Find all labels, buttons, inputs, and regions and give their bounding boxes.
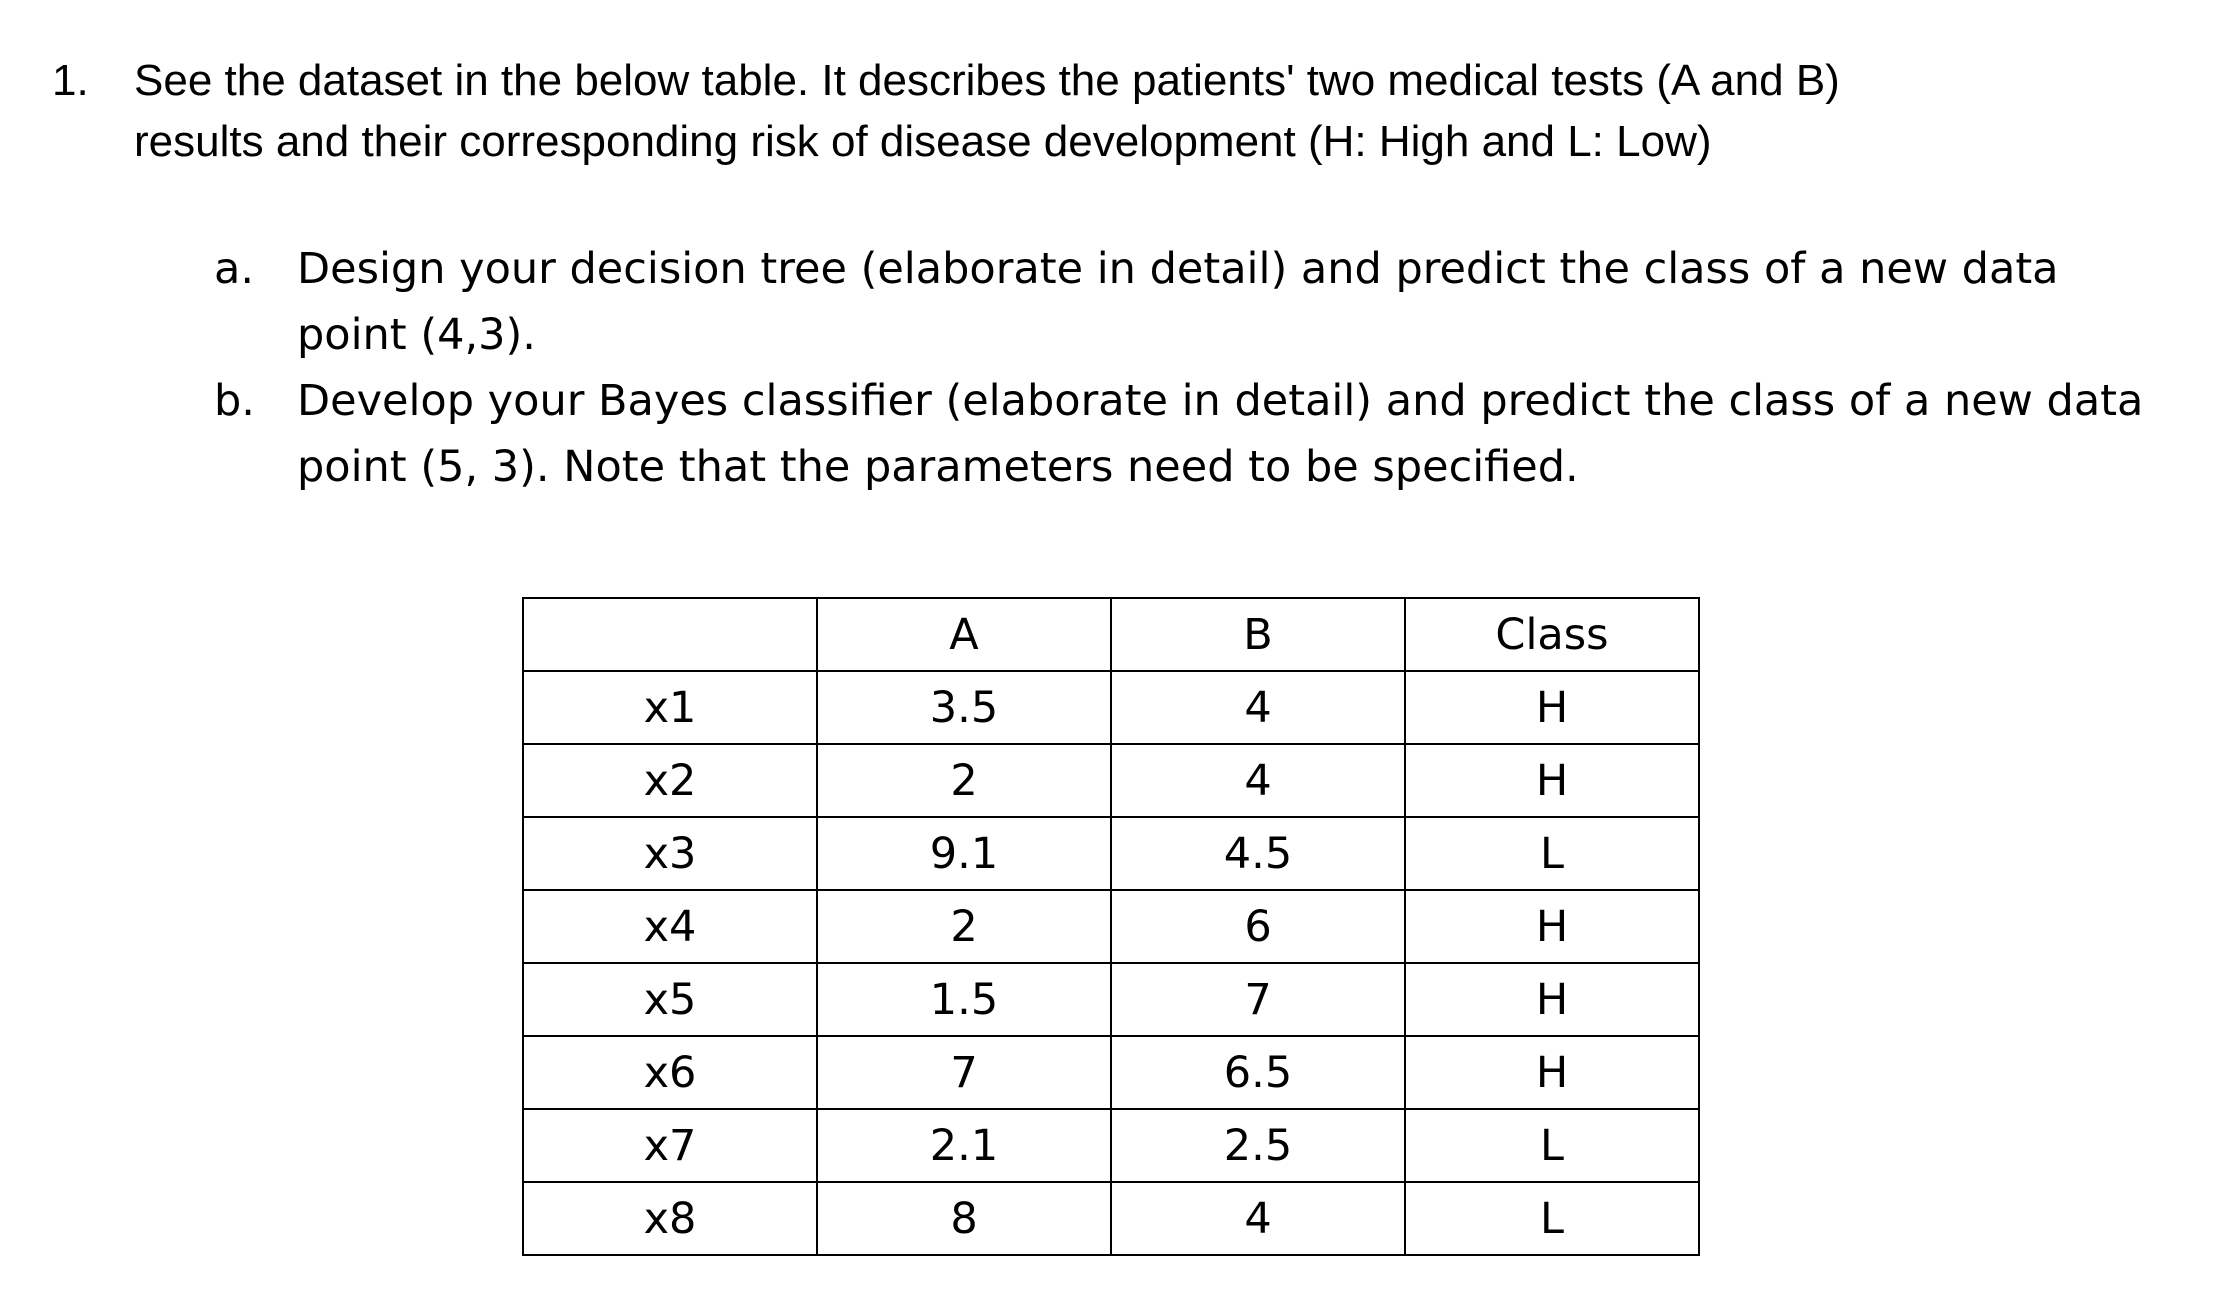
table-row <box>523 1109 1699 1182</box>
dataset-table <box>522 597 1700 1256</box>
sub-question-b-line-2: point (5, 3). Note that the parameters need to be specified. <box>297 442 1579 492</box>
table-row <box>523 963 1699 1036</box>
class-cell: H <box>1405 890 1699 963</box>
test-a-cell: 3.5 <box>817 671 1111 744</box>
question-line-1: See the dataset in the below table. It describes the patients' two medical tests (A and B) <box>134 56 1840 105</box>
sub-question-a-line-2: point (4,3). <box>297 310 536 360</box>
class-cell: H <box>1405 671 1699 744</box>
table-row <box>523 1036 1699 1109</box>
test-b-cell: 4.5 <box>1111 817 1405 890</box>
sub-question-b-letter: b. <box>214 376 255 426</box>
row-label-cell: x7 <box>523 1109 817 1182</box>
class-cell: L <box>1405 817 1699 890</box>
test-a-cell: 9.1 <box>817 817 1111 890</box>
test-b-cell: 4 <box>1111 744 1405 817</box>
table-row <box>523 1182 1699 1255</box>
test-a-cell: 2 <box>817 890 1111 963</box>
table-row <box>523 817 1699 890</box>
test-b-cell: 6.5 <box>1111 1036 1405 1109</box>
test-b-cell: 4 <box>1111 1182 1405 1255</box>
table-row <box>523 744 1699 817</box>
row-label-cell: x2 <box>523 744 817 817</box>
test-b-cell: 6 <box>1111 890 1405 963</box>
test-a-cell: 2.1 <box>817 1109 1111 1182</box>
table-row <box>523 890 1699 963</box>
table-row <box>523 671 1699 744</box>
test-b-cell: 4 <box>1111 671 1405 744</box>
question-line-2: results and their corresponding risk of disease development (H: High and L: Low) <box>134 117 1712 166</box>
sub-question-a-letter: a. <box>214 244 255 294</box>
row-label-cell: x3 <box>523 817 817 890</box>
question-number: 1. <box>52 56 89 105</box>
class-cell: H <box>1405 744 1699 817</box>
sub-question-b <box>214 368 2204 500</box>
sub-questions <box>214 236 2204 500</box>
test-b-cell: 2.5 <box>1111 1109 1405 1182</box>
class-cell: H <box>1405 1036 1699 1109</box>
question-text <box>134 50 2172 172</box>
test-a-cell: 8 <box>817 1182 1111 1255</box>
class-cell: L <box>1405 1109 1699 1182</box>
test-b-cell: 7 <box>1111 963 1405 1036</box>
header-cell-blank <box>523 598 817 671</box>
header-cell-a: A <box>817 598 1111 671</box>
table-header-row <box>523 598 1699 671</box>
header-cell-b: B <box>1111 598 1405 671</box>
row-label-cell: x5 <box>523 963 817 1036</box>
test-a-cell: 7 <box>817 1036 1111 1109</box>
row-label-cell: x8 <box>523 1182 817 1255</box>
test-a-cell: 1.5 <box>817 963 1111 1036</box>
sub-question-b-line-1: Develop your Bayes classifier (elaborate in detail) and predict the class of a new data <box>297 376 2144 426</box>
sub-question-a-line-1: Design your decision tree (elaborate in detail) and predict the class of a new data <box>297 244 2059 294</box>
class-cell: H <box>1405 963 1699 1036</box>
header-cell-class: Class <box>1405 598 1699 671</box>
row-label-cell: x1 <box>523 671 817 744</box>
question-1 <box>52 50 2172 172</box>
sub-question-a <box>214 236 2204 368</box>
row-label-cell: x4 <box>523 890 817 963</box>
row-label-cell: x6 <box>523 1036 817 1109</box>
class-cell: L <box>1405 1182 1699 1255</box>
test-a-cell: 2 <box>817 744 1111 817</box>
